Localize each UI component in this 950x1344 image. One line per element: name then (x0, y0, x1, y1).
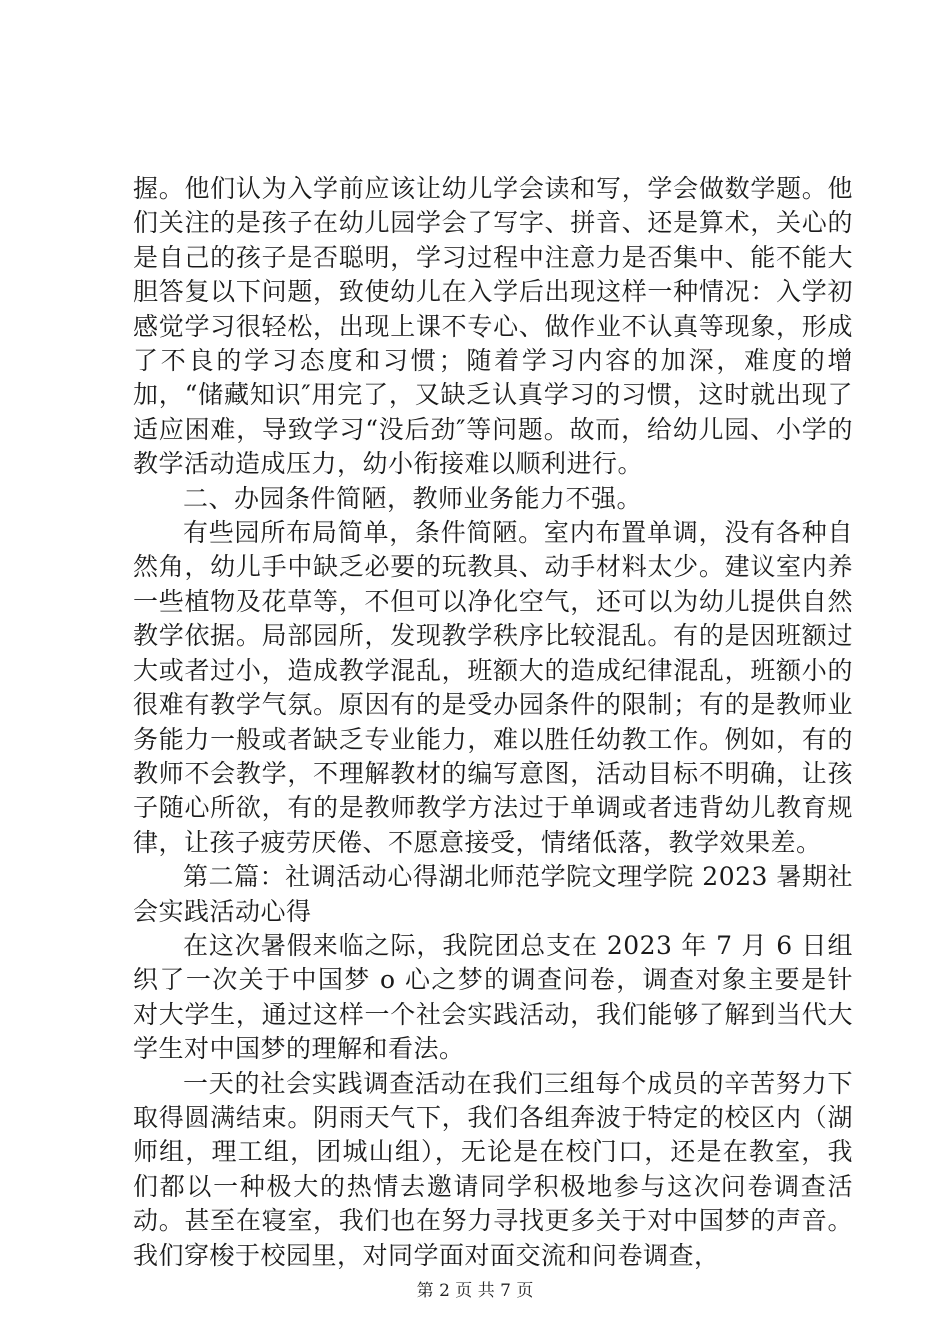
article-title-2: 第二篇：社调活动心得湖北师范学院文理学院 2023 暑期社会实践活动心得 (133, 862, 853, 926)
paragraph-5: 在这次暑假来临之际，我院团总支在 2023 年 7 月 6 日组织了一次关于中国梦 o 心之梦的调查问卷，调查对象主要是针对大学生，通过这样一个社会实践活动，我们能够了解到当代大学生对中国梦的理解和看法。 (133, 930, 853, 1064)
paragraph-6: 一天的社会实践调查活动在我们三组每个成员的辛苦努力下取得圆满结束。阴雨天气下，我们各组奔波于特定的校区内（湖师组，理工组，团城山组），无论是在校门口，还是在教室，我们都以一种极大的热情去邀请同学积极地参与这次问卷调查活动。甚至在寝室，我们也在努力寻找更多关于对中国梦的声音。我们穿梭于校园里，对同学面对面交流和问卷调查， (133, 1068, 853, 1270)
page-number-footer: 第 2 页 共 7 页 (416, 1281, 534, 1301)
paragraph-1: 握。他们认为入学前应该让幼儿学会读和写，学会做数学题。他们关注的是孩子在幼儿园学会了写字、拼音、还是算术，关心的是自己的孩子是否聪明，学习过程中注意力是否集中、能不能大胆答复以下问题，致使幼儿在入学后出现这样一种情况：入学初感觉学习很轻松，出现上课不专心、做作业不认真等现象，形成了不良的学习态度和习惯；随着学习内容的加深，难度的增加，“储藏知识″用完了，又缺乏认真学习的习惯，这时就出现了适应困难，导致学习“没后劲″等问题。故而，给幼儿园、小学的教学活动造成压力，幼小衔接难以顺利进行。 (133, 174, 853, 479)
paragraph-3: 有些园所布局简单，条件简陋。室内布置单调，没有各种自然角，幼儿手中缺乏必要的玩教具、动手材料太少。建议室内养一些植物及花草等，不但可以净化空气，还可以为幼儿提供自然教学依据。局部园所，发现教学秩序比较混乱。有的是因班额过大或者过小，造成教学混乱，班额大的造成纪律混乱，班额小的很难有教学气氛。原因有的是受办园条件的限制；有的是教师业务能力一般或者缺乏专业能力，难以胜任幼教工作。例如，有的教师不会教学，不理解教材的编写意图，活动目标不明确，让孩子随心所欲，有的是教师教学方法过于单调或者违背幼儿教育规律，让孩子疲劳厌倦、不愿意接受，情绪低落，教学效果差。 (133, 518, 853, 857)
section-heading-2: 二、办园条件简陋，教师业务能力不强。 (183, 483, 643, 513)
document-body (133, 172, 853, 1273)
